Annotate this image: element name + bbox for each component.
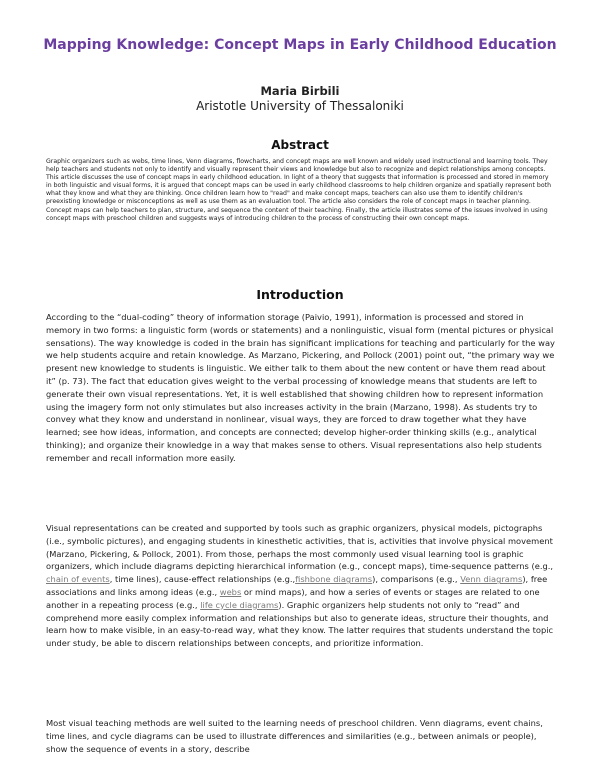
p2-text: ), free associations and links among ideas (e.g.,: [46, 574, 548, 597]
author-name: Maria Birbili: [260, 84, 340, 98]
paper-title: Mapping Knowledge: Concept Maps in Early Childhood Education: [43, 37, 557, 53]
introduction-heading: Introduction: [256, 287, 344, 302]
abstract-heading: Abstract: [271, 138, 329, 152]
webs-link[interactable]: webs: [219, 586, 242, 597]
life-cycle-diagrams-link[interactable]: life cycle diagrams: [200, 599, 279, 610]
p2-text: Visual representations can be created and supported by tools such as graphic organizers, physical models, pictographs (i.e., symbolic pictures), and engaging students in kinesthetic activities, that is, activities that involve physical movement (Marzano, Pickering, & Pollock, 2001). From those, perhaps the most commonly used visual learning tool is graphic organizers, which include diagrams depicting hierarchical information (e.g., concept maps), time-sequence patterns (e.g.,: [46, 523, 554, 572]
p2-text: or mind maps), and how a series of events or stages are related to one another in a repeating process (e.g.,: [46, 586, 540, 610]
intro-paragraph-2: [46, 522, 556, 650]
intro-paragraph-1: According to the “dual-coding” theory of information storage (Paivio, 1991), information is processed and stored in memory in two forms: a linguistic form (words or statements) and a nonlinguistic, visual form (mental pictures or physical sensations). The way knowledge is coded in the brain has significant implications for teaching and particularly for the way we help students acquire and retain knowledge. As Marzano, Pickering, and Pollock (2001) point out, “the primary way we present new knowledge to students is linguistic. We either talk to them about the new content or have them read about it” (p. 73). The fact that education gives weight to the verbal processing of knowledge means that students are left to generate their own visual representations. Yet, it is well established that showing children how to represent information using the imagery form not only stimulates but also increases activity in the brain (Marzano, 1998). As students try to convey what they know and understand in nonlinear, visual ways, they are forced to draw together what they have learned; see how ideas, information, and concepts are connected; develop higher-order thinking skills (e.g., analytical thinking); and organize their knowledge in a way that makes sense to others. Visual representations also help students remember and recall information more easily.: [46, 312, 555, 463]
p2-text: ), comparisons (e.g.,: [372, 574, 461, 585]
chain-of-events-link[interactable]: chain of events: [46, 574, 110, 585]
p2-text: ). Graphic organizers help students not only to “read” and comprehend more easily complex information and relationships but also to generate ideas, structure their thoughts, and learn how to make visible, in an easy-to-read way, what they know. The latter requires that students understand the topic under study, be able to discern relationships between concepts, and prioritize information.: [46, 599, 554, 649]
fishbone-diagrams-link[interactable]: fishbone diagrams: [295, 574, 373, 585]
intro-paragraph-3: Most visual teaching methods are well suited to the learning needs of preschool children. Venn diagrams, event chains, time lines, and cycle diagrams can be used to illustrate differences and similarities (e.g., between animals or people), show the sequence of events in a story, describe: [46, 718, 543, 754]
author-affiliation: Aristotle University of Thessaloniki: [196, 99, 404, 113]
venn-diagrams-link[interactable]: Venn diagrams: [460, 574, 523, 585]
p2-text: , time lines), cause-effect relationships (e.g.,: [109, 574, 296, 585]
abstract-text: Graphic organizers such as webs, time lines, Venn diagrams, flowcharts, and concept maps are well known and widely used instructional and learning tools. They help teachers and students not only to identify and visually represent their views and knowledge but also to recognize and depict relationships among concepts. This article discusses the use of concept maps in early childhood education. In light of a theory that suggests that information is processed and stored in memory in both linguistic and visual forms, it is argued that concept maps can be used in early childhood classrooms to help children organize and spatially represent both what they know and what they are thinking. Once children learn how to "read" and make concept maps, teachers can also use them to identify children's preexisting knowledge or misconceptions as well as use them as an evaluation tool. The article also considers the role of concept maps in teacher planning. Concept maps can help teachers to plan, structure, and sequence the content of their teaching. Finally, the article illustrates some of the issues involved in using concept maps with preschool children and suggests ways of introducing children to the process of constructing their own concept maps.: [46, 158, 551, 222]
